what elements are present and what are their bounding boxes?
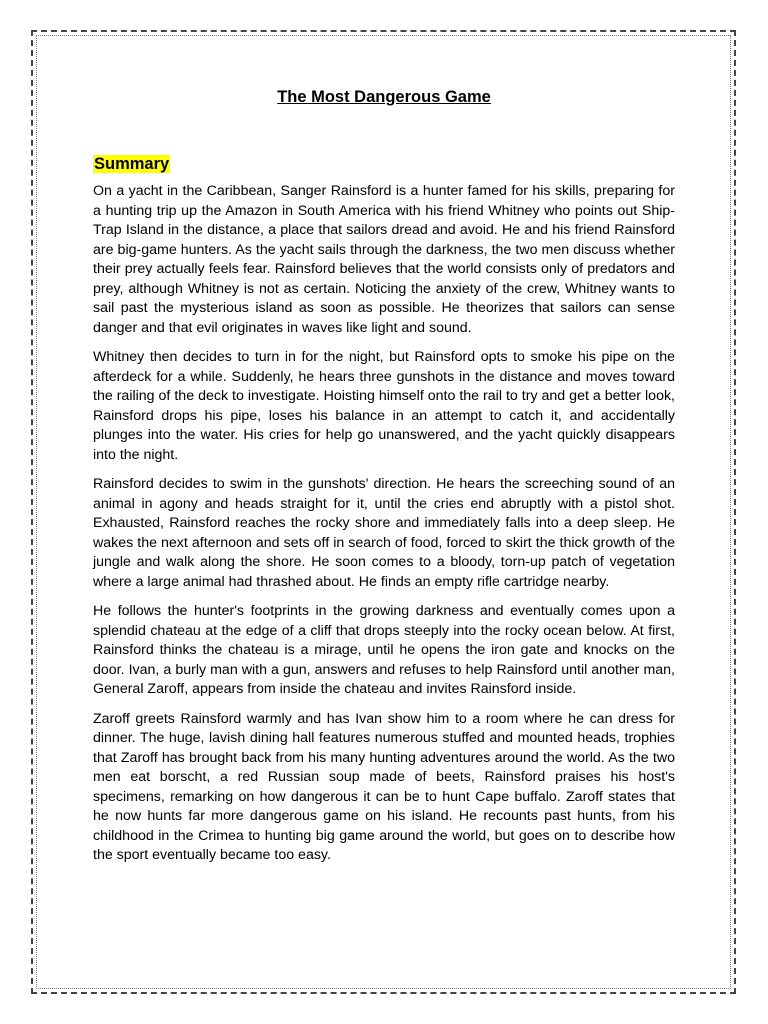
- paragraph-5: Zaroff greets Rainsford warmly and has Ivan show him to a room where he can dress for dinner. The huge, lavish dining hall features numerous stuffed and mounted heads, trophies that Zaroff has brought back from his many hunting adventures around the world. As the two men eat borscht, a red Russian soup made of beets, Rainsford praises his host's specimens, remarking on how dangerous it can be to hunt Cape buffalo. Zaroff states that he now hunts far more dangerous game on his island. He recounts past hunts, from his childhood in the Crimea to hunting big game around the world, but goes on to describe how the sport eventually became too easy.: [93, 710, 675, 863]
- paragraph-4: He follows the hunter's footprints in the growing darkness and eventually comes upon a splendid chateau at the edge of a cliff that drops steeply into the rocky ocean below. At first, Rainsford thinks the chateau is a mirage, until he opens the iron gate and knocks on the door. Ivan, a burly man with a gun, answers and refuses to help Rainsford until another man, General Zaroff, appears from inside the chateau and invites Rainsford inside.: [93, 603, 675, 697]
- paragraph-1: On a yacht in the Caribbean, Sanger Rainsford is a hunter famed for his skills, preparing for a hunting trip up the Amazon in South America with his friend Whitney who points out Ship-Trap Island in the distance, a place that sailors dread and avoid. He and his friend Rainsford are big-game hunters. As the yacht sails through the darkness, the two men discuss whether their prey actually feels fear. Rainsford believes that the world consists only of predators and prey, although Whitney is not as certain. Noticing the anxiety of the crew, Whitney wants to sail past the mysterious island as soon as possible. He theorizes that sailors can sense danger and that evil originates in waves like light and sound.: [93, 183, 675, 336]
- document-body: [93, 87, 675, 866]
- highlighted-heading-text: Summary: [94, 155, 170, 173]
- section-heading: [93, 151, 675, 175]
- paragraph-2: Whitney then decides to turn in for the night, but Rainsford opts to smoke his pipe on the afterdeck for a while. Suddenly, he hears three gunshots in the distance and moves toward the railing of the deck to investigate. Hoisting himself onto the rail to try and get a better look, Rainsford drops his pipe, loses his balance in an attempt to catch it, and accidentally plunges into the water. His cries for help go unanswered, and the yacht quickly disappears into the night.: [93, 349, 675, 463]
- document-title: The Most Dangerous Game: [277, 88, 491, 106]
- paragraph-3: Rainsford decides to swim in the gunshots' direction. He hears the screeching sound of an animal in agony and heads straight for it, until the cries end abruptly with a pistol shot. Exhausted, Rainsford reaches the rocky shore and immediately falls into a deep sleep. He wakes the next afternoon and sets off in search of food, forced to skirt the thick growth of the jungle and walk along the shore. He soon comes to a bloody, torn-up patch of vegetation where a large animal had thrashed about. He finds an empty rifle cartridge nearby.: [93, 476, 675, 590]
